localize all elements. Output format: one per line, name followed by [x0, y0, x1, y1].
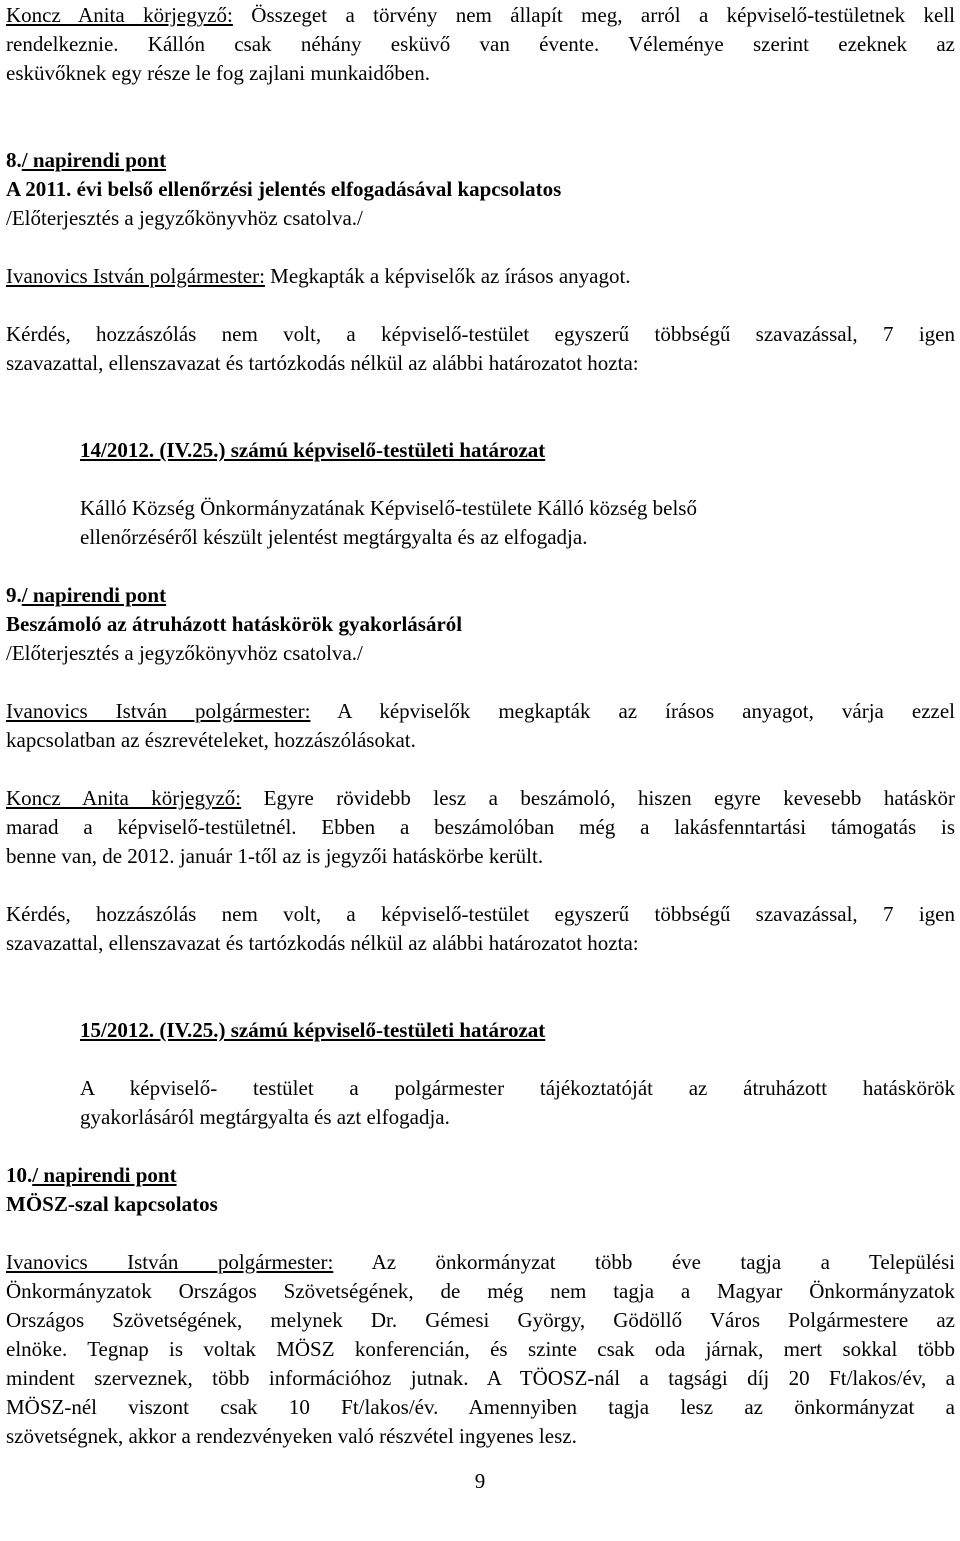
agenda-item-9-speech-line-2: kapcsolatban az észrevételeket, hozzászólásokat.	[6, 728, 416, 752]
agenda-item-10-speech-line-6: MÖSZ-nél viszont csak 10 Ft/lakos/év. Amennyiben tagja lesz az önkormányzat a	[6, 1395, 955, 1419]
agenda-item-10-speech-line-7: szövetségnek, akkor a rendezvényeken való részvétel ingyenes lesz.	[6, 1424, 577, 1448]
agenda-item-9-koncz-line-3: benne van, de 2012. január 1-től az is jegyzői hatáskörbe került.	[6, 844, 544, 868]
agenda-item-9-heading: 9./ napirendi pont	[6, 583, 167, 607]
agenda-item-10-speech-line-1: Ivanovics István polgármester: Az önkormányzat több éve tagja a Települési	[6, 1250, 956, 1274]
speaker-name: Koncz Anita körjegyző:	[6, 786, 242, 810]
speaker-name: Koncz Anita körjegyző:	[6, 3, 233, 27]
agenda-item-8-heading: 8./ napirendi pont	[6, 148, 167, 172]
agenda-item-10-title: MÖSZ-szal kapcsolatos	[6, 1192, 218, 1216]
resolution-14-title: 14/2012. (IV.25.) számú képviselő-testületi határozat	[80, 438, 546, 462]
agenda-item-10-speech-line-3: Országos Szövetségének, melynek Dr. Gémesi György, Gödöllő Város Polgármestere az	[6, 1308, 955, 1332]
koncz-paragraph-line-3: esküvőknek egy része le fog zajlani munkaidőben.	[6, 61, 430, 85]
koncz-paragraph-line-1: Koncz Anita körjegyző: Összeget a törvény nem állapít meg, arról a képviselő-testületnek kell	[6, 3, 956, 27]
resolution-15-text-line-1: A képviselő- testület a polgármester tájékoztatóját az átruházott hatáskörök	[80, 1076, 955, 1100]
agenda-item-9-speech-line-1: Ivanovics István polgármester: A képviselők megkapták az írásos anyagot, várja ezzel	[6, 699, 955, 723]
agenda-item-9-koncz-line-1: Koncz Anita körjegyző: Egyre rövidebb lesz a beszámoló, hiszen egyre kevesebb hatáskör	[6, 786, 956, 810]
resolution-15-title: 15/2012. (IV.25.) számú képviselő-testületi határozat	[80, 1018, 546, 1042]
speaker-name: Ivanovics István polgármester:	[6, 699, 311, 723]
speaker-name: Ivanovics István polgármester:	[6, 1250, 334, 1274]
agenda-item-8-speech: Ivanovics István polgármester: Megkapták a képviselők az írásos anyagot.	[6, 264, 631, 288]
agenda-item-8-attachment: /Előterjesztés a jegyzőkönyvhöz csatolva./	[6, 206, 363, 230]
agenda-item-10-speech-line-2: Önkormányzatok Országos Szövetségének, de még nem tagja a Magyar Önkormányzatok	[6, 1279, 955, 1303]
agenda-item-9-title: Beszámoló az átruházott hatáskörök gyakorlásáról	[6, 612, 463, 636]
agenda-item-10-speech-line-5: mindent szerveznek, több információhoz jutnak. A TÖOSZ-nál a tagsági díj 20 Ft/lakos/év, a	[6, 1366, 955, 1390]
agenda-item-9-vote-line-1: Kérdés, hozzászólás nem volt, a képviselő-testület egyszerű többségű szavazással, 7 igen	[6, 902, 955, 926]
speaker-name: Ivanovics István polgármester:	[6, 264, 265, 288]
agenda-item-9-vote-line-2: szavazattal, ellenszavazat és tartózkodás nélkül az alábbi határozatot hozta:	[6, 931, 639, 955]
page-number: 9	[474, 1469, 486, 1493]
resolution-15-text-line-2: gyakorlásáról megtárgyalta és azt elfogadja.	[80, 1105, 450, 1129]
agenda-item-8-vote-line-2: szavazattal, ellenszavazat és tartózkodás nélkül az alábbi határozatot hozta:	[6, 351, 639, 375]
agenda-item-8-vote-line-1: Kérdés, hozzászólás nem volt, a képviselő-testület egyszerű többségű szavazással, 7 igen	[6, 322, 955, 346]
koncz-paragraph-line-2: rendelkeznie. Kállón csak néhány esküvő van évente. Véleménye szerint ezeknek az	[6, 32, 955, 56]
agenda-item-9-koncz-line-2: marad a képviselő-testületnél. Ebben a beszámolóban még a lakásfenntartási támogatás is	[6, 815, 955, 839]
resolution-14-text-line-1: Kálló Község Önkormányzatának Képviselő-testülete Kálló község belső	[80, 496, 697, 520]
agenda-item-8-title: A 2011. évi belső ellenőrzési jelentés elfogadásával kapcsolatos	[6, 177, 562, 201]
resolution-14-text-line-2: ellenőrzéséről készült jelentést megtárgyalta és az elfogadja.	[80, 525, 588, 549]
agenda-item-10-heading: 10./ napirendi pont	[6, 1163, 177, 1187]
agenda-item-9-attachment: /Előterjesztés a jegyzőkönyvhöz csatolva./	[6, 641, 363, 665]
agenda-item-10-speech-line-4: elnöke. Tegnap is voltak MÖSZ konferencián, és szinte csak oda járnak, mert sokkal több	[6, 1337, 955, 1361]
